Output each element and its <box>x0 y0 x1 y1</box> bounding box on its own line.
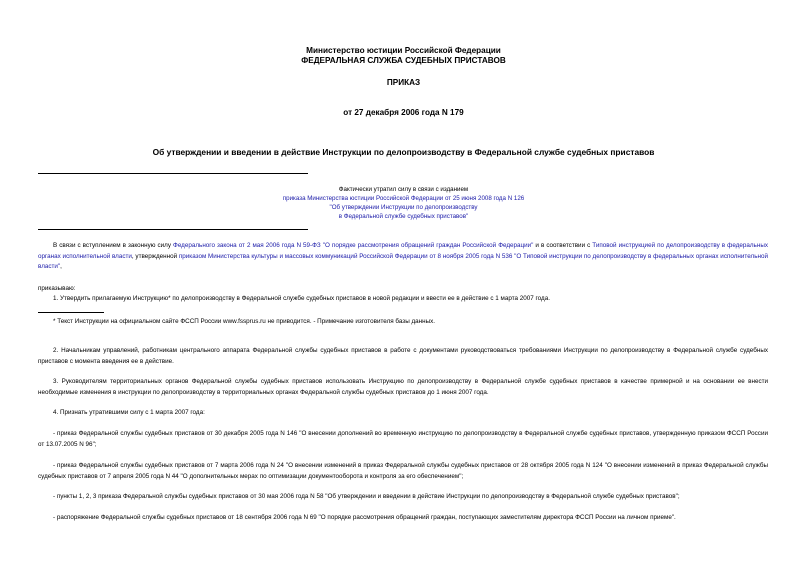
sub-item-1: - приказ Федеральной службы судебных приставов от 30 декабря 2005 года N 146 "О внесении дополнений во временную инструкцию по делопроизводству в Федеральной службе судебных приставов, утвержденную приказом ФССП России от 13.07.2005 N 96"; <box>38 430 768 448</box>
item-1: 1. Утвердить прилагаемую Инструкцию* по делопроизводству в Федеральной службе судебных приставов в новой редакции и ввести ее в действие с 1 марта 2007 года. <box>53 295 550 302</box>
preamble-paragraph: В связи с вступлением в законную силу Федерального закона от 2 мая 2006 года N 59-ФЗ "О порядке рассмотрения обращений граждан Российской Федерации" и в соответствии с Типовой инструкцией по делопроизводству в федеральных органах исполнительной власти, утвержденной приказом Министерства культуры и массовых коммуникаций Российской Федерации от 8 ноября 2005 года N 536 "О Типовой инструкции по делопроизводству в федеральных органах исполнительной власти", <box>38 242 768 270</box>
service-name: ФЕДЕРАЛЬНАЯ СЛУЖБА СУДЕБНЫХ ПРИСТАВОВ <box>301 56 506 65</box>
typical-instruction-link[interactable]: Типовой инструкцией по делопроизводству в федеральных органах исполнительной власти <box>38 242 768 260</box>
document-type: ПРИКАЗ <box>386 78 421 87</box>
ministry-name: Министерство юстиции Российской Федерации <box>306 46 501 55</box>
item-2: 2. Начальникам управлений, работникам центрального аппарата Федеральной службы судебных приставов в работе с документами руководствоваться требованиями Инструкции по делопроизводству в Федеральной службе судебных приставов с момента введения ее в действие. <box>38 347 768 365</box>
status-note-line: Фактически утратил силу в связи с изданием <box>338 186 469 193</box>
ministry-order-link[interactable]: приказом Министерства культуры и массовых коммуникаций Российской Федерации от 8 ноября 2005 года N 536 <box>178 252 513 260</box>
sub-item-2: - приказ Федеральной службы судебных приставов от 7 марта 2006 года N 24 "О внесении изменений в приказ Федеральной службы судебных приставов от 28 октября 2005 года N 124 "О внесении изменений в приказ Федеральной службы судебных приставов от 7 апреля 2005 года N 44 "О дополнительных мерах по оптимизации документооборота и контроля за его обеспечением"; <box>38 462 768 480</box>
sub-item-3: - пункты 1, 2, 3 приказа Федеральной службы судебных приставов от 30 мая 2006 года N 58 "Об утверждении и введении в действие Инструкции по делопроизводству в Федеральной службе судебных приставов"; <box>53 493 680 500</box>
document-date-number: от 27 декабря 2006 года N 179 <box>343 108 464 117</box>
status-note-link[interactable]: в Федеральной службе судебных приставов" <box>338 213 469 220</box>
ministry-order-title-link[interactable]: "О Типовой инструкции по делопроизводству в федеральных органах исполнительной власти" <box>38 252 768 270</box>
footnote-divider <box>38 312 104 313</box>
divider <box>38 173 308 174</box>
divider <box>38 229 308 230</box>
status-note-link[interactable]: "Об утверждении Инструкции по делопроизводству <box>329 204 478 211</box>
item-4: 4. Признать утратившими силу с 1 марта 2007 года: <box>53 409 205 416</box>
item-3: 3. Руководителям территориальных органов Федеральной службы судебных приставов использовать Инструкцию по делопроизводству в Федеральной службе судебных приставов в качестве примерной и на основании ее внести необходимые изменения в инструкции по делопроизводству в территориальных органах Федеральной службы судебных приставов до 1 июня 2007 года. <box>38 378 768 396</box>
footnote: * Текст Инструкции на официальном сайте ФССП России www.fssprus.ru не приводится. - Примечание изготовителя базы данных. <box>53 318 436 325</box>
law-link[interactable]: Федерального закона от 2 мая 2006 года N 59-ФЗ "О порядке рассмотрения обращений граждан Российской Федерации" <box>173 242 534 249</box>
sub-item-4: - распоряжение Федеральной службы судебных приставов от 18 сентября 2006 года N 69 "О порядке рассмотрения обращений граждан, поступающих заместителям директора ФССП России на личном приеме". <box>53 514 676 521</box>
status-note-link[interactable]: приказа Министерства юстиции Российской Федерации от 25 июня 2008 года N 126 <box>282 195 525 202</box>
order-word: приказываю: <box>38 285 76 292</box>
document-title: Об утверждении и введении в действие Инструкции по делопроизводству в Федеральной службе судебных приставов <box>152 147 655 157</box>
